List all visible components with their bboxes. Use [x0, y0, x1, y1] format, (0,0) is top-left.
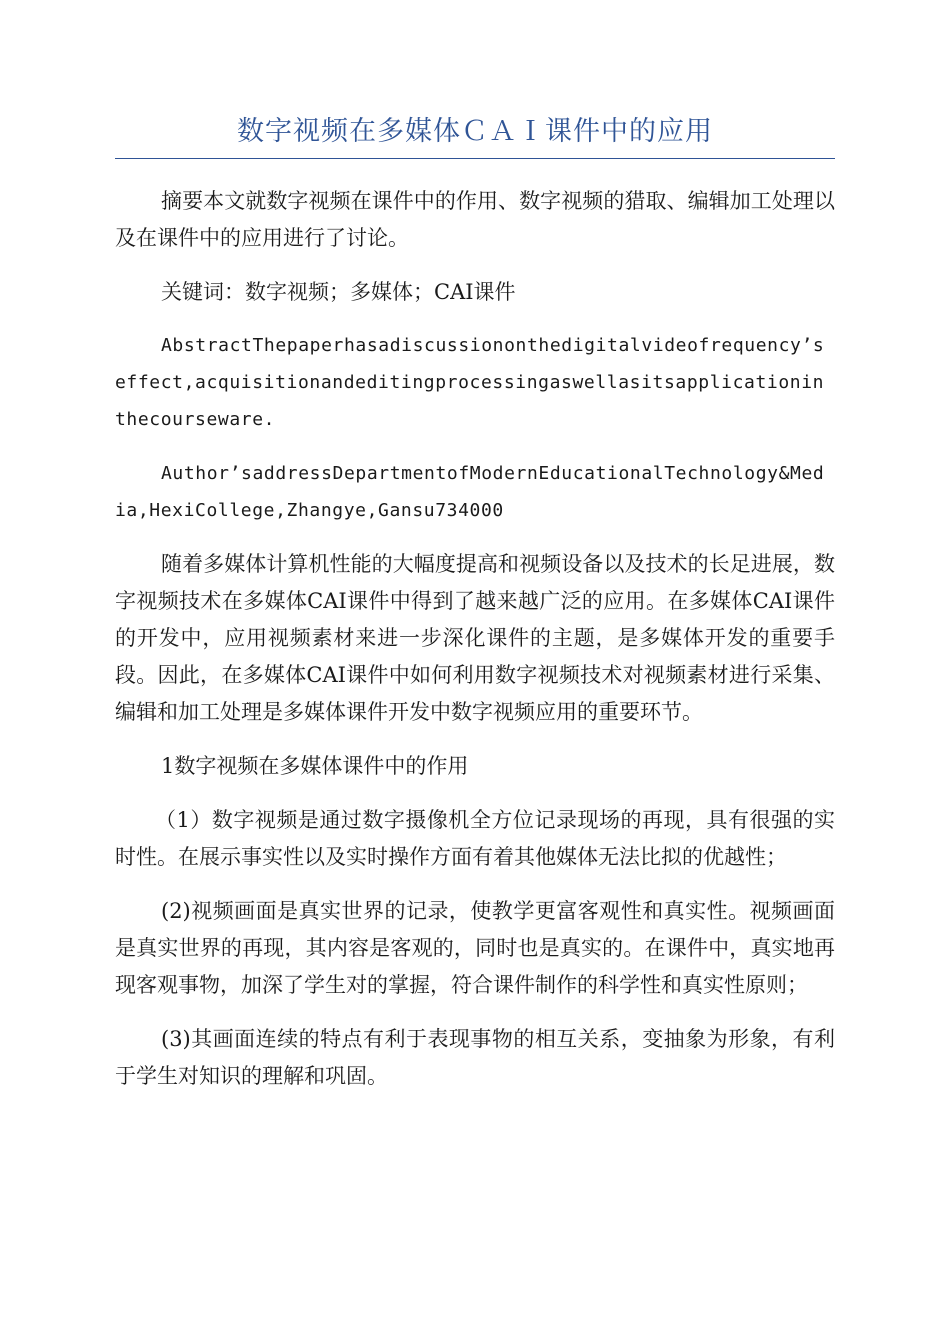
- abstract-english: AbstractThepaperhasadiscussiononthedigitalvideofrequency’seffect,acquisitionandeditingprocessingaswellasitsapplicationinthecourseware.: [115, 335, 825, 430]
- document-page: [115, 112, 835, 1112]
- abstract-chinese: 摘要本文就数字视频在课件中的作用、数字视频的猎取、编辑加工处理以及在课件中的应用进行了讨论。: [115, 189, 835, 250]
- keywords: 关键词：数字视频；多媒体；CAI课件: [161, 280, 516, 304]
- section-1-heading: 1数字视频在多媒体课件中的作用: [161, 754, 469, 778]
- introduction-paragraph: 随着多媒体计算机性能的大幅度提高和视频设备以及技术的长足进展，数字视频技术在多媒体CAI课件中得到了越来越广泛的应用。在多媒体CAI课件的开发中，应用视频素材来进一步深化课件的主题，是多媒体开发的重要手段。因此，在多媒体CAI课件中如何利用数字视频技术对视频素材进行采集、编辑和加工处理是多媒体课件开发中数字视频应用的重要环节。: [115, 552, 835, 724]
- point-3-paragraph: (3)其画面连续的特点有利于表现事物的相互关系，变抽象为形象，有利于学生对知识的理解和巩固。: [115, 1027, 835, 1088]
- point-1-paragraph: （1）数字视频是通过数字摄像机全方位记录现场的再现，具有很强的实时性。在展示事实性以及实时操作方面有着其他媒体无法比拟的优越性；: [115, 808, 835, 869]
- point-2-paragraph: (2)视频画面是真实世界的记录，使教学更富客观性和真实性。视频画面是真实世界的再现，其内容是客观的，同时也是真实的。在课件中，真实地再现客观事物，加深了学生对的掌握，符合课件制作的科学性和真实性原则；: [115, 899, 835, 997]
- title-block: [115, 112, 835, 159]
- document-title: 数字视频在多媒体ＣＡＩ课件中的应用: [237, 116, 713, 147]
- author-address: Author’saddressDepartmentofModernEducationalTechnology&Media,HexiCollege,Zhangye,Gansu734000: [115, 463, 825, 521]
